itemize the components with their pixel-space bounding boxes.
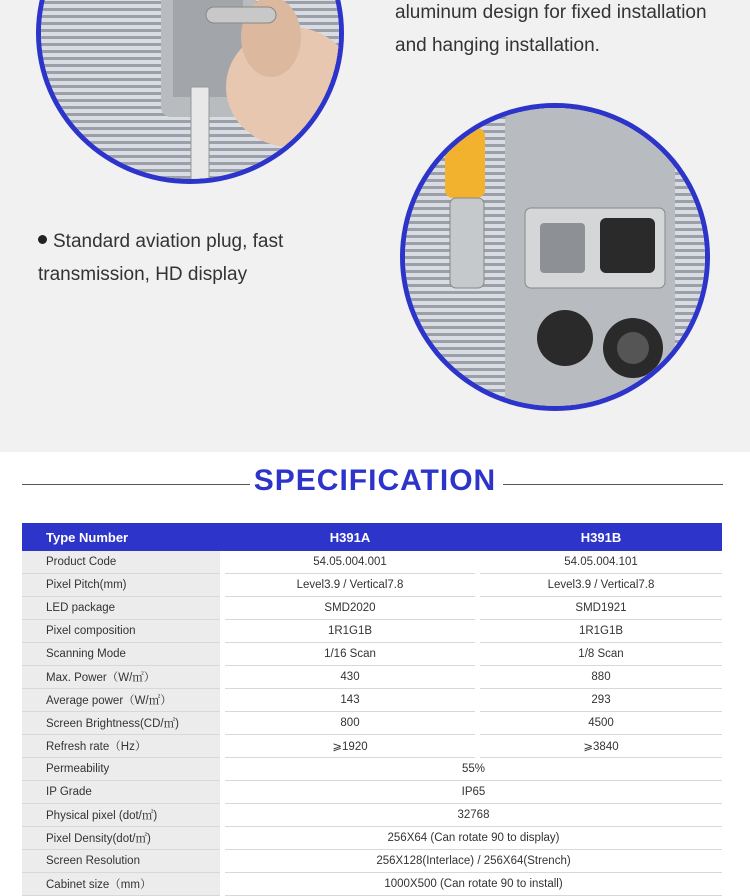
table-row <box>22 666 722 689</box>
table-row <box>22 551 722 574</box>
table-row <box>22 850 722 873</box>
table-row <box>22 689 722 712</box>
spec-value-b: ⩾3840 <box>480 735 722 758</box>
table-row <box>22 620 722 643</box>
spec-value-a: 1/16 Scan <box>225 643 475 666</box>
table-row <box>22 804 722 827</box>
spec-label: Scanning Mode <box>22 643 220 666</box>
spec-value-a: 143 <box>225 689 475 712</box>
spec-value-b: 1R1G1B <box>480 620 722 643</box>
aviation-plug-photo <box>400 103 710 411</box>
spec-label: Screen Brightness(CD/㎡) <box>22 712 220 735</box>
feature-description-1: aluminum design for fixed installation and hanging installation. <box>395 2 707 56</box>
table-row <box>22 758 722 781</box>
spec-value-b: 880 <box>480 666 722 689</box>
spec-value-b: 1/8 Scan <box>480 643 722 666</box>
table-row <box>22 643 722 666</box>
spec-value-a: 430 <box>225 666 475 689</box>
spec-value-shared: 55% <box>225 758 722 781</box>
spec-value-a: 800 <box>225 712 475 735</box>
feature-text: Standard aviation plug, fast transmission, HD display <box>38 231 284 285</box>
spec-value-a: SMD2020 <box>225 597 475 620</box>
table-header-row <box>22 523 722 551</box>
spec-value-shared: 1000X500 (Can rotate 90 to install) <box>225 873 722 896</box>
table-row <box>22 873 722 896</box>
spec-label: Max. Power（W/㎡） <box>22 666 220 689</box>
table-row <box>22 781 722 804</box>
bullet-icon <box>38 235 47 244</box>
spec-value-b: 293 <box>480 689 722 712</box>
table-row <box>22 712 722 735</box>
spec-value-a: 54.05.004.001 <box>225 551 475 574</box>
table-row <box>22 827 722 850</box>
spec-value-shared: IP65 <box>225 781 722 804</box>
specification-title: SPECIFICATION <box>253 464 497 497</box>
specification-header <box>0 462 750 506</box>
header-model-a: H391A <box>225 523 475 551</box>
specification-table <box>22 523 722 896</box>
feature-description-2 <box>38 225 338 291</box>
spec-value-a: ⩾1920 <box>225 735 475 758</box>
spec-value-shared: 32768 <box>225 804 722 827</box>
spec-label: LED package <box>22 597 220 620</box>
table-row <box>22 735 722 758</box>
spec-value-a: 1R1G1B <box>225 620 475 643</box>
table-row <box>22 574 722 597</box>
spec-label: Pixel Pitch(mm) <box>22 574 220 597</box>
spec-value-shared: 256X128(Interlace) / 256X64(Strench) <box>225 850 722 873</box>
table-row <box>22 597 722 620</box>
spec-label: Pixel Density(dot/㎡) <box>22 827 220 850</box>
header-model-b: H391B <box>480 523 722 551</box>
spec-label: Cabinet size（mm） <box>22 873 220 896</box>
spec-label: Product Code <box>22 551 220 574</box>
spec-value-b: 4500 <box>480 712 722 735</box>
spec-label: IP Grade <box>22 781 220 804</box>
spec-value-b: 54.05.004.101 <box>480 551 722 574</box>
spec-value-shared: 256X64 (Can rotate 90 to display) <box>225 827 722 850</box>
spec-label: Average power（W/㎡） <box>22 689 220 712</box>
spec-label: Physical pixel (dot/㎡) <box>22 804 220 827</box>
mounting-hardware-photo <box>36 0 344 184</box>
spec-label: Refresh rate（Hz） <box>22 735 220 758</box>
spec-label: Pixel composition <box>22 620 220 643</box>
spec-label: Screen Resolution <box>22 850 220 873</box>
divider-right <box>503 484 723 485</box>
spec-value-a: Level3.9 / Vertical7.8 <box>225 574 475 597</box>
spec-value-b: SMD1921 <box>480 597 722 620</box>
spec-value-b: Level3.9 / Vertical7.8 <box>480 574 722 597</box>
spec-label: Permeability <box>22 758 220 781</box>
header-type-number: Type Number <box>22 523 220 551</box>
